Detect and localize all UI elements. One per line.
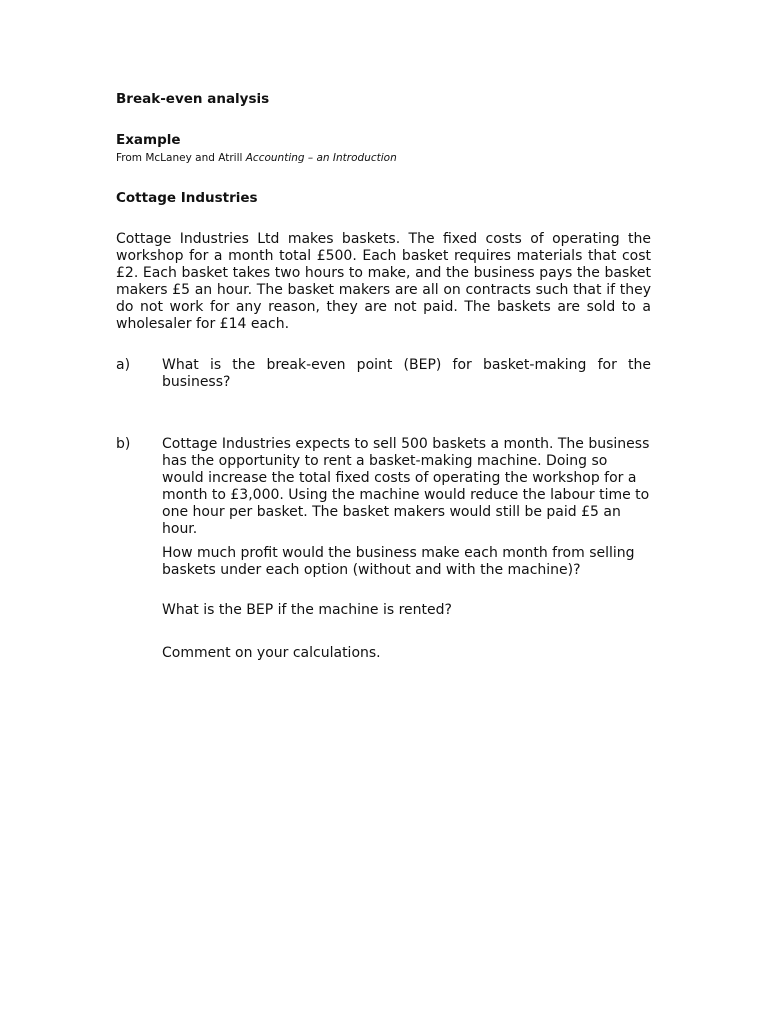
source-book-title: Accounting – an Introduction [245,152,397,164]
source-prefix: From McLaney and Atrill [116,152,246,164]
question-a-marker: a) [116,357,131,373]
example-heading: Example [116,132,181,148]
source-citation [116,151,397,165]
question-b-followup-bep: What is the BEP if the machine is rented? [162,602,452,618]
question-b-followup-profit: How much profit would the business make each month from selling baskets under each option (without and with the machine)? [162,545,635,578]
intro-paragraph: Cottage Industries Ltd makes baskets. The fixed costs of operating the workshop for a month total £500. Each basket requires materials that cost £2. Each basket takes two hours to make, and the business pays the basket makers £5 an hour. The basket makers are all on contracts such that if they do not work for any reason, they are not paid. The baskets are sold to a wholesaler for £14 each. [116,231,651,332]
question-b-followup-comment: Comment on your calculations. [162,645,381,661]
document-title: Break-even analysis [116,91,270,107]
question-b-text: Cottage Industries expects to sell 500 baskets a month. The business has the opportunity to rent a basket-making machine. Doing so would increase the total fixed costs of operating the workshop for a month to £3,000. Using the machine would reduce the labour time to one hour per basket. The basket makers would still be paid £5 an hour. [162,436,650,537]
question-b-marker: b) [116,436,131,452]
case-heading: Cottage Industries [116,190,258,206]
question-a-text: What is the break-even point (BEP) for basket-making for the business? [162,357,651,390]
